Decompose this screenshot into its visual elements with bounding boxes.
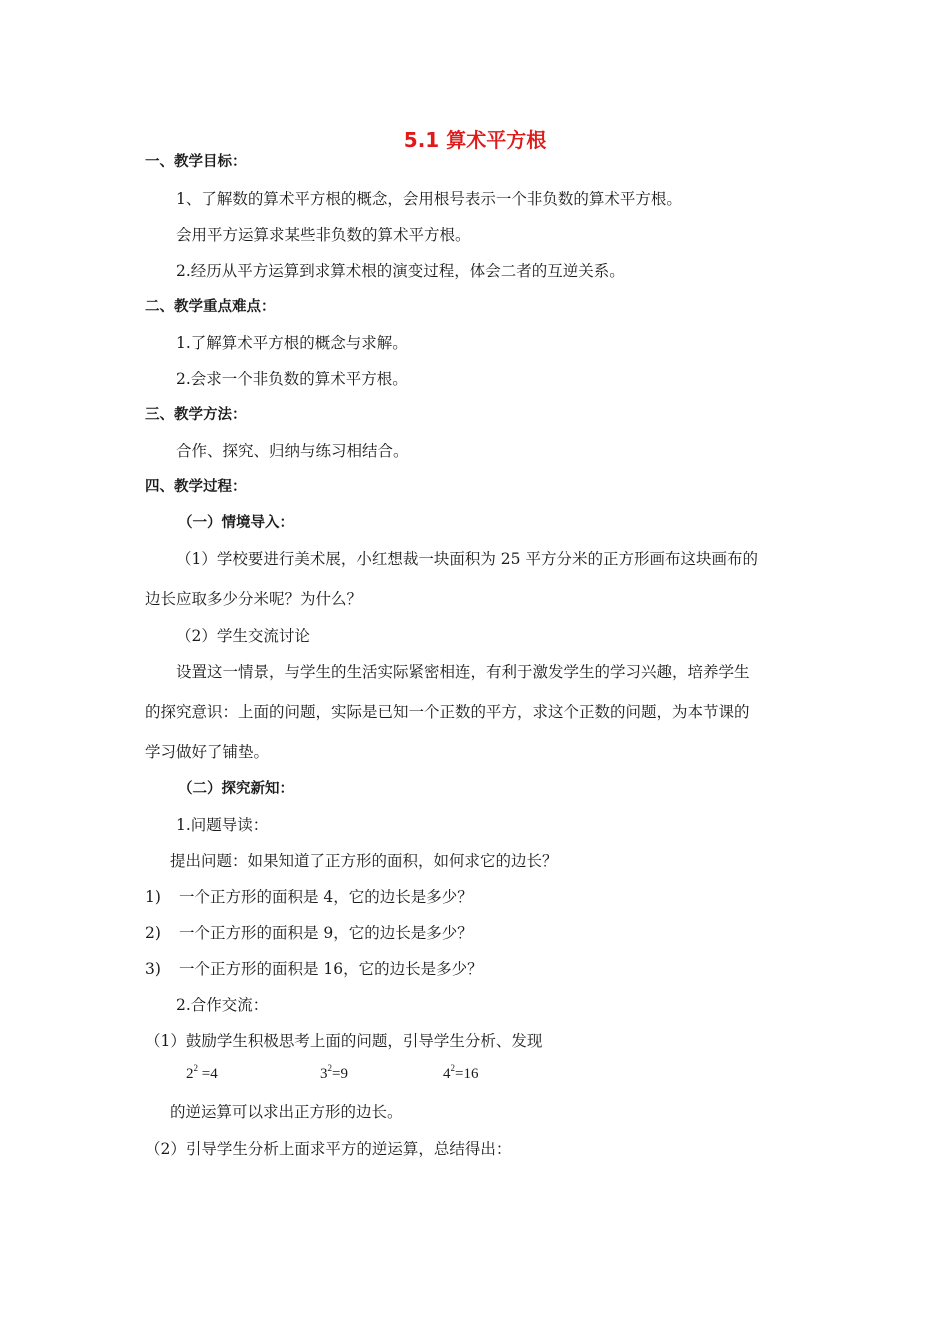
paragraph: （1）鼓励学生积极思考上面的问题，引导学生分析、发现 bbox=[145, 1032, 543, 1050]
list-item bbox=[145, 887, 473, 907]
paragraph: （1）学校要进行美术展，小红想裁一块面积为 25 平方分米的正方形画布这块画布的 bbox=[176, 550, 758, 568]
section-heading-goals: 一、教学目标： bbox=[145, 154, 247, 170]
section-heading-key-points: 二、教学重点难点： bbox=[145, 299, 276, 315]
paragraph: 1.问题导读： bbox=[176, 816, 269, 834]
paragraph: 会用平方运算求某些非负数的算术平方根。 bbox=[176, 226, 471, 244]
list-number: 2) bbox=[145, 924, 161, 942]
paragraph: 的探究意识：上面的问题，实际是已知一个正数的平方，求这个正数的问题，为本节课的 bbox=[145, 703, 750, 721]
list-item bbox=[145, 959, 483, 979]
list-number: 3) bbox=[145, 960, 161, 978]
subsection-heading: （一）情境导入： bbox=[178, 515, 294, 531]
list-text: 一个正方形的面积是 4，它的边长是多少？ bbox=[179, 888, 473, 906]
page-title: 5.1 算术平方根 bbox=[403, 128, 547, 152]
paragraph: 设置这一情景，与学生的生活实际紧密相连，有利于激发学生的学习兴趣，培养学生 bbox=[176, 663, 750, 681]
paragraph: 1.了解算术平方根的概念与求解。 bbox=[176, 334, 408, 352]
list-item bbox=[145, 923, 473, 943]
paragraph: （2）引导学生分析上面求平方的逆运算，总结得出： bbox=[145, 1140, 512, 1158]
paragraph: 合作、探究、归纳与练习相结合。 bbox=[176, 442, 409, 460]
paragraph: 2.合作交流： bbox=[176, 996, 269, 1014]
paragraph: （2）学生交流讨论 bbox=[176, 627, 310, 645]
paragraph: 的逆运算可以求出正方形的边长。 bbox=[170, 1103, 403, 1121]
paragraph: 1、了解数的算术平方根的概念，会用根号表示一个非负数的算术平方根。 bbox=[176, 190, 682, 208]
equation: $3^2=9$ bbox=[320, 1063, 348, 1082]
equation: $4^2=16$ bbox=[443, 1063, 479, 1082]
list-text: 一个正方形的面积是 9，它的边长是多少？ bbox=[179, 924, 473, 942]
equation: $2^2 =4$ bbox=[186, 1063, 218, 1082]
paragraph: 学习做好了铺垫。 bbox=[145, 743, 270, 761]
list-number: 1) bbox=[145, 888, 161, 906]
paragraph: 边长应取多少分米呢？为什么？ bbox=[145, 590, 363, 608]
section-heading-method: 三、教学方法： bbox=[145, 407, 247, 423]
paragraph: 2.经历从平方运算到求算术根的演变过程，体会二者的互逆关系。 bbox=[176, 262, 625, 280]
paragraph: 2.会求一个非负数的算术平方根。 bbox=[176, 370, 408, 388]
list-text: 一个正方形的面积是 16，它的边长是多少？ bbox=[179, 960, 483, 978]
subsection-heading: （二）探究新知： bbox=[178, 781, 294, 797]
section-heading-process: 四、教学过程： bbox=[145, 479, 247, 495]
paragraph: 提出问题：如果知道了正方形的面积，如何求它的边长？ bbox=[170, 852, 558, 870]
